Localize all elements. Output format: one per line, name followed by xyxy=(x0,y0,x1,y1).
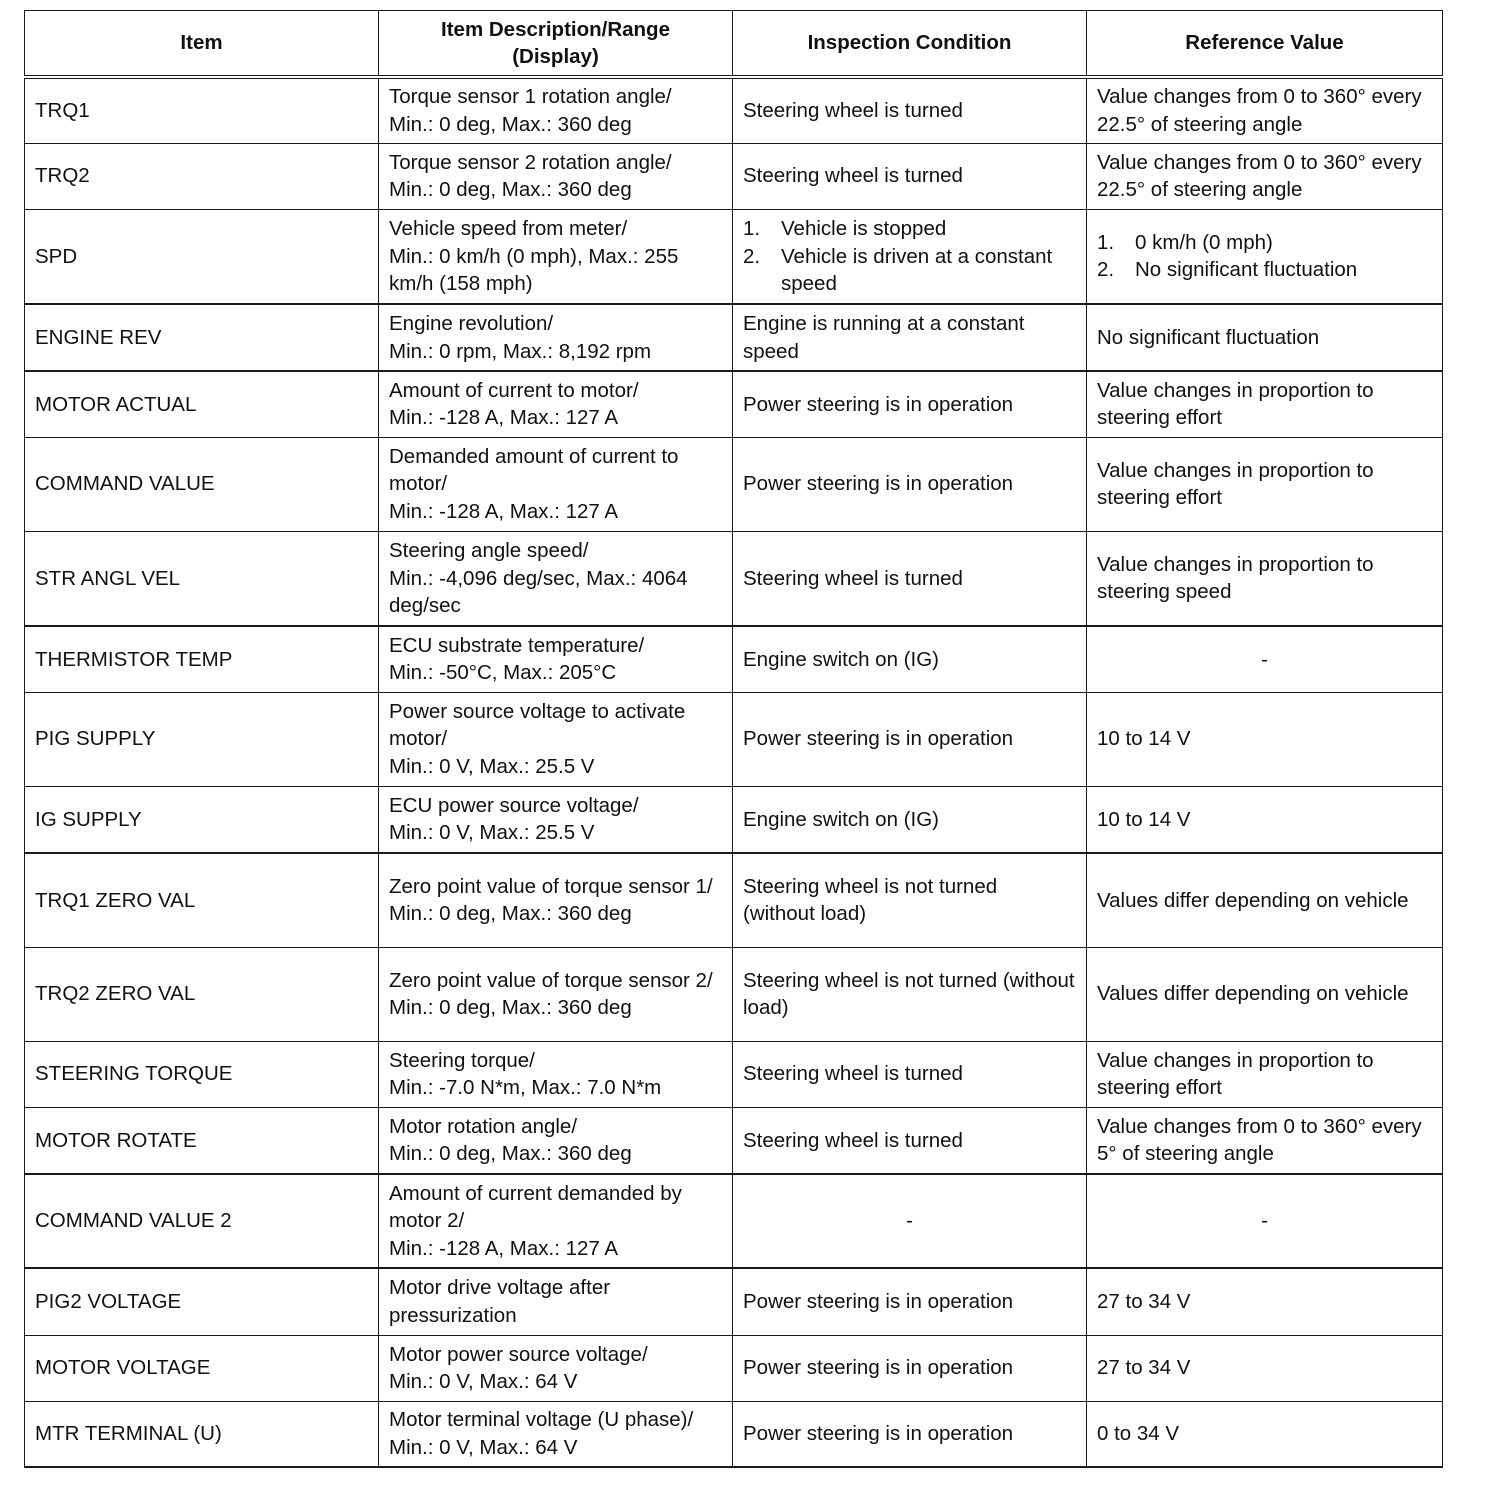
table-row xyxy=(25,626,1443,692)
list-item-text: No significant fluctuation xyxy=(1135,258,1358,282)
cell-reference: Values differ depending on vehicle xyxy=(1087,853,1443,947)
cell-description xyxy=(379,1268,733,1335)
description-line: Vehicle speed from meter/ xyxy=(389,217,628,240)
cell-reference: 27 to 34 V xyxy=(1087,1268,1443,1335)
cell-item: PIG2 VOLTAGE xyxy=(25,1268,379,1335)
table-row xyxy=(25,786,1443,853)
cell-item: MOTOR ACTUAL xyxy=(25,371,379,437)
table-row xyxy=(25,1107,1443,1174)
table-row xyxy=(25,853,1443,947)
list-item xyxy=(1097,229,1432,257)
description-line: Zero point value of torque sensor 2/ xyxy=(389,968,713,992)
cell-condition: Power steering is in operation xyxy=(733,371,1087,437)
cell-condition: Power steering is in operation xyxy=(733,692,1087,786)
description-line: Min.: 0 rpm, Max.: 8,192 rpm xyxy=(389,339,652,363)
cell-item: MTR TERMINAL (U) xyxy=(25,1401,379,1467)
description-line: Min.: -7.0 N*m, Max.: 7.0 N*m xyxy=(389,1076,662,1099)
header-item: Item xyxy=(25,11,379,78)
cell-item: STR ANGL VEL xyxy=(25,531,379,626)
list-item-text: 0 km/h (0 mph) xyxy=(1135,230,1273,254)
cell-description xyxy=(379,853,733,947)
cell-condition: Steering wheel is turned xyxy=(733,1041,1087,1107)
list-item xyxy=(743,243,1076,298)
cell-description xyxy=(379,304,733,371)
cell-condition: Steering wheel is turned xyxy=(733,531,1087,626)
list-item-text: Vehicle is stopped xyxy=(781,217,947,240)
cell-reference xyxy=(1087,209,1443,304)
cell-condition: Engine is running at a constant speed xyxy=(733,304,1087,371)
header-description xyxy=(379,11,733,78)
table-row xyxy=(25,304,1443,371)
description-line: Motor power source voltage/ xyxy=(389,1342,648,1366)
cell-description xyxy=(379,437,733,531)
cell-description xyxy=(379,786,733,853)
table-row xyxy=(25,1041,1443,1107)
cell-description xyxy=(379,1335,733,1401)
description-line: Engine revolution/ xyxy=(389,312,554,335)
table-row xyxy=(25,1401,1443,1467)
cell-description xyxy=(379,1107,733,1174)
cell-condition-list xyxy=(743,215,1076,298)
cell-description xyxy=(379,371,733,437)
description-line: Amount of current to motor/ xyxy=(389,378,639,402)
cell-condition: Steering wheel is not turned (without load) xyxy=(733,853,1087,947)
table-row xyxy=(25,1174,1443,1268)
cell-condition: Power steering is in operation xyxy=(733,1335,1087,1401)
table-row xyxy=(25,947,1443,1041)
description-line: Min.: 0 deg, Max.: 360 deg xyxy=(389,178,632,201)
header-row xyxy=(25,11,1443,78)
description-line: Min.: -128 A, Max.: 127 A xyxy=(389,1236,619,1260)
cell-reference: Value changes in proportion to steering effort xyxy=(1087,437,1443,531)
description-line: Min.: -4,096 deg/sec, Max.: 4064 deg/sec xyxy=(389,566,688,617)
cell-reference: 0 to 34 V xyxy=(1087,1401,1443,1467)
cell-reference: No significant fluctuation xyxy=(1087,304,1443,371)
description-line: Min.: 0 V, Max.: 25.5 V xyxy=(389,754,595,778)
cell-item: TRQ2 xyxy=(25,143,379,209)
cell-reference: Value changes from 0 to 360° every 22.5° of steering angle xyxy=(1087,77,1443,143)
cell-condition: - xyxy=(733,1174,1087,1268)
description-line: Torque sensor 2 rotation angle/ xyxy=(389,150,672,174)
cell-condition: Engine switch on (IG) xyxy=(733,786,1087,853)
list-item xyxy=(1097,256,1432,284)
cell-condition: Steering wheel is not turned (without load) xyxy=(733,947,1087,1041)
table-row xyxy=(25,437,1443,531)
cell-condition: Power steering is in operation xyxy=(733,1401,1087,1467)
cell-condition: Engine switch on (IG) xyxy=(733,626,1087,692)
cell-description xyxy=(379,143,733,209)
cell-description xyxy=(379,947,733,1041)
cell-item: TRQ1 xyxy=(25,77,379,143)
cell-description xyxy=(379,626,733,692)
cell-item: TRQ2 ZERO VAL xyxy=(25,947,379,1041)
description-line: Steering torque/ xyxy=(389,1048,535,1072)
cell-item: TRQ1 ZERO VAL xyxy=(25,853,379,947)
description-line: Min.: 0 V, Max.: 64 V xyxy=(389,1370,578,1393)
cell-condition xyxy=(733,209,1087,304)
table-row xyxy=(25,77,1443,143)
cell-reference: Value changes from 0 to 360° every 5° of steering angle xyxy=(1087,1107,1443,1174)
cell-reference: 10 to 14 V xyxy=(1087,692,1443,786)
description-line: Motor rotation angle/ xyxy=(389,1114,578,1138)
cell-reference: Values differ depending on vehicle xyxy=(1087,947,1443,1041)
description-line: Min.: 0 km/h (0 mph), Max.: 255 km/h (158 mph) xyxy=(389,244,679,295)
table-row xyxy=(25,143,1443,209)
description-line: Amount of current demanded by motor 2/ xyxy=(389,1181,682,1233)
list-item-number: 1. xyxy=(1097,230,1115,254)
data-list-table xyxy=(24,10,1443,1468)
list-item xyxy=(743,215,1076,243)
table-row xyxy=(25,371,1443,437)
description-line: Power source voltage to activate motor/ xyxy=(389,699,686,751)
cell-item: COMMAND VALUE 2 xyxy=(25,1174,379,1268)
list-item-text: Vehicle is driven at a constant speed xyxy=(781,244,1053,295)
description-line: Steering angle speed/ xyxy=(389,539,589,562)
header-description-text: Item Description/Range (Display) xyxy=(441,17,670,68)
cell-description xyxy=(379,1174,733,1268)
cell-item: MOTOR ROTATE xyxy=(25,1107,379,1174)
cell-item: IG SUPPLY xyxy=(25,786,379,853)
cell-item: COMMAND VALUE xyxy=(25,437,379,531)
table-row xyxy=(25,531,1443,626)
cell-description xyxy=(379,692,733,786)
cell-description xyxy=(379,209,733,304)
cell-item: SPD xyxy=(25,209,379,304)
description-line: Min.: -128 A, Max.: 127 A xyxy=(389,499,619,523)
table-row xyxy=(25,209,1443,304)
cell-reference-list xyxy=(1097,229,1432,284)
cell-reference: 10 to 14 V xyxy=(1087,786,1443,853)
description-line: ECU power source voltage/ xyxy=(389,793,639,817)
cell-condition: Power steering is in operation xyxy=(733,437,1087,531)
list-item-number: 1. xyxy=(743,217,761,240)
cell-item: MOTOR VOLTAGE xyxy=(25,1335,379,1401)
table-row xyxy=(25,1268,1443,1335)
description-line: Min.: 0 deg, Max.: 360 deg xyxy=(389,996,632,1019)
description-line: Min.: 0 deg, Max.: 360 deg xyxy=(389,112,632,136)
cell-reference: - xyxy=(1087,1174,1443,1268)
cell-description xyxy=(379,1041,733,1107)
description-line: Zero point value of torque sensor 1/ xyxy=(389,874,713,898)
cell-condition: Steering wheel is turned xyxy=(733,1107,1087,1174)
cell-reference: - xyxy=(1087,626,1443,692)
cell-reference: 27 to 34 V xyxy=(1087,1335,1443,1401)
cell-description xyxy=(379,77,733,143)
description-line: Min.: 0 V, Max.: 64 V xyxy=(389,1435,578,1459)
description-line: Min.: 0 deg, Max.: 360 deg xyxy=(389,1142,632,1166)
list-item-number: 2. xyxy=(1097,258,1115,282)
table-body xyxy=(25,77,1443,1467)
cell-condition: Power steering is in operation xyxy=(733,1268,1087,1335)
table-row xyxy=(25,692,1443,786)
cell-reference: Value changes in proportion to steering speed xyxy=(1087,531,1443,626)
description-line: Demanded amount of current to motor/ xyxy=(389,444,679,496)
cell-description xyxy=(379,531,733,626)
cell-reference: Value changes in proportion to steering effort xyxy=(1087,371,1443,437)
cell-reference: Value changes in proportion to steering effort xyxy=(1087,1041,1443,1107)
cell-item: ENGINE REV xyxy=(25,304,379,371)
description-line: ECU substrate temperature/ xyxy=(389,633,645,657)
cell-condition: Steering wheel is turned xyxy=(733,77,1087,143)
header-reference: Reference Value xyxy=(1087,11,1443,78)
header-condition: Inspection Condition xyxy=(733,11,1087,78)
description-line: Torque sensor 1 rotation angle/ xyxy=(389,85,672,109)
list-item-number: 2. xyxy=(743,244,761,268)
description-line: Min.: 0 V, Max.: 25.5 V xyxy=(389,821,595,845)
description-line: Min.: -128 A, Max.: 127 A xyxy=(389,406,619,430)
cell-item: PIG SUPPLY xyxy=(25,692,379,786)
description-line: Motor terminal voltage (U phase)/ xyxy=(389,1408,694,1432)
description-line: Min.: 0 deg, Max.: 360 deg xyxy=(389,902,632,926)
description-line: Motor drive voltage after pressurization xyxy=(389,1276,611,1327)
cell-condition: Steering wheel is turned xyxy=(733,143,1087,209)
description-line: Min.: -50°C, Max.: 205°C xyxy=(389,661,617,685)
table-row xyxy=(25,1335,1443,1401)
cell-item: STEERING TORQUE xyxy=(25,1041,379,1107)
cell-description xyxy=(379,1401,733,1467)
cell-item: THERMISTOR TEMP xyxy=(25,626,379,692)
cell-reference: Value changes from 0 to 360° every 22.5° of steering angle xyxy=(1087,143,1443,209)
